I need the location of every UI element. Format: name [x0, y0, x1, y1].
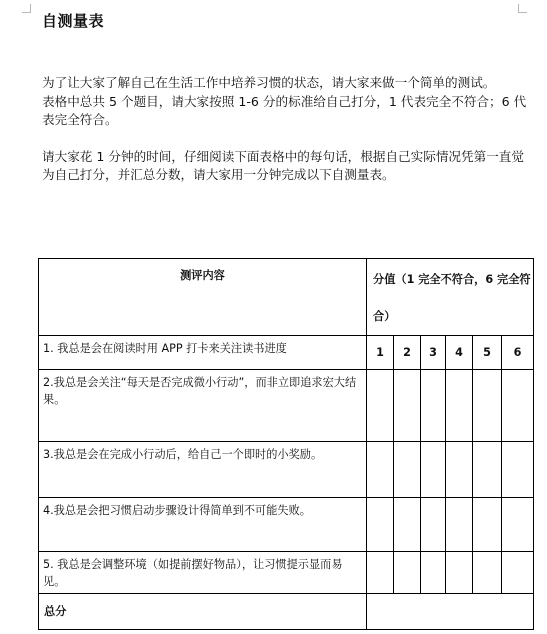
score-cell[interactable]	[367, 552, 394, 594]
score-cell[interactable]	[394, 370, 421, 442]
total-score-cell[interactable]	[367, 594, 534, 630]
paragraph-spacer	[42, 130, 532, 148]
score-cell[interactable]	[367, 442, 394, 498]
intro-text	[42, 74, 532, 185]
scale-number-2: 2	[394, 336, 421, 370]
item-text: 3.我总是会在完成小行动后，给自己一个即时的小奖励。	[39, 442, 367, 498]
scale-number-6: 6	[502, 336, 534, 370]
page-corner-mark-left	[22, 4, 31, 13]
table-header-row	[39, 259, 534, 336]
total-label: 总分	[39, 594, 367, 630]
item-text: 2.我总是会关注“每天是否完成微小行动”，而非立即追求宏大结果。	[39, 370, 367, 442]
score-cell[interactable]	[502, 498, 534, 552]
score-cell[interactable]	[502, 552, 534, 594]
score-cell[interactable]	[394, 552, 421, 594]
scale-number-4: 4	[446, 336, 473, 370]
scale-number-1: 1	[367, 336, 394, 370]
table-row	[39, 498, 534, 552]
score-cell[interactable]	[421, 552, 446, 594]
page-corner-mark-right	[518, 4, 527, 13]
item-text: 1. 我总是会在阅读时用 APP 打卡来关注读书进度	[39, 336, 367, 370]
table-row	[39, 336, 534, 370]
score-cell[interactable]	[473, 442, 502, 498]
score-cell[interactable]	[367, 370, 394, 442]
score-cell[interactable]	[473, 498, 502, 552]
score-cell[interactable]	[446, 370, 473, 442]
score-cell[interactable]	[446, 498, 473, 552]
score-cell[interactable]	[446, 552, 473, 594]
score-cell[interactable]	[446, 442, 473, 498]
score-cell[interactable]	[421, 442, 446, 498]
table-row	[39, 552, 534, 594]
intro-paragraph-instructions: 请大家花 1 分钟的时间，仔细阅读下面表格中的每句话，根据自己实际情况凭第一直觉为自己打分，并汇总分数，请大家用一分钟完成以下自测量表。	[42, 148, 524, 182]
item-text: 4.我总是会把习惯启动步骤设计得简单到不可能失败。	[39, 498, 367, 552]
item-text: 5. 我总是会调整环境（如提前摆好物品），让习惯提示显而易见。	[39, 552, 367, 594]
score-cell[interactable]	[394, 498, 421, 552]
scale-number-5: 5	[473, 336, 502, 370]
score-cell[interactable]	[473, 370, 502, 442]
table-row	[39, 370, 534, 442]
score-cell[interactable]	[421, 498, 446, 552]
score-cell[interactable]	[394, 442, 421, 498]
score-cell[interactable]	[502, 370, 534, 442]
header-content-cell: 测评内容	[39, 259, 367, 336]
table-row	[39, 442, 534, 498]
intro-paragraph-rules: 表格中总共 5 个题目，请大家按照 1-6 分的标准给自己打分，1 代表完全不符合；6 代表完全符合。	[42, 93, 527, 127]
header-score-cell: 分值（1 完全不符合，6 完全符合）	[367, 259, 534, 336]
scale-number-3: 3	[421, 336, 446, 370]
score-cell[interactable]	[421, 370, 446, 442]
document-title: 自测量表	[42, 12, 105, 30]
intro-paragraph-purpose: 为了让大家了解自己在生活工作中培养习惯的状态，请大家来做一个简单的测试。	[42, 75, 496, 90]
self-assessment-table	[38, 258, 534, 630]
score-cell[interactable]	[367, 498, 394, 552]
total-row	[39, 594, 534, 630]
score-cell[interactable]	[502, 442, 534, 498]
score-cell[interactable]	[473, 552, 502, 594]
